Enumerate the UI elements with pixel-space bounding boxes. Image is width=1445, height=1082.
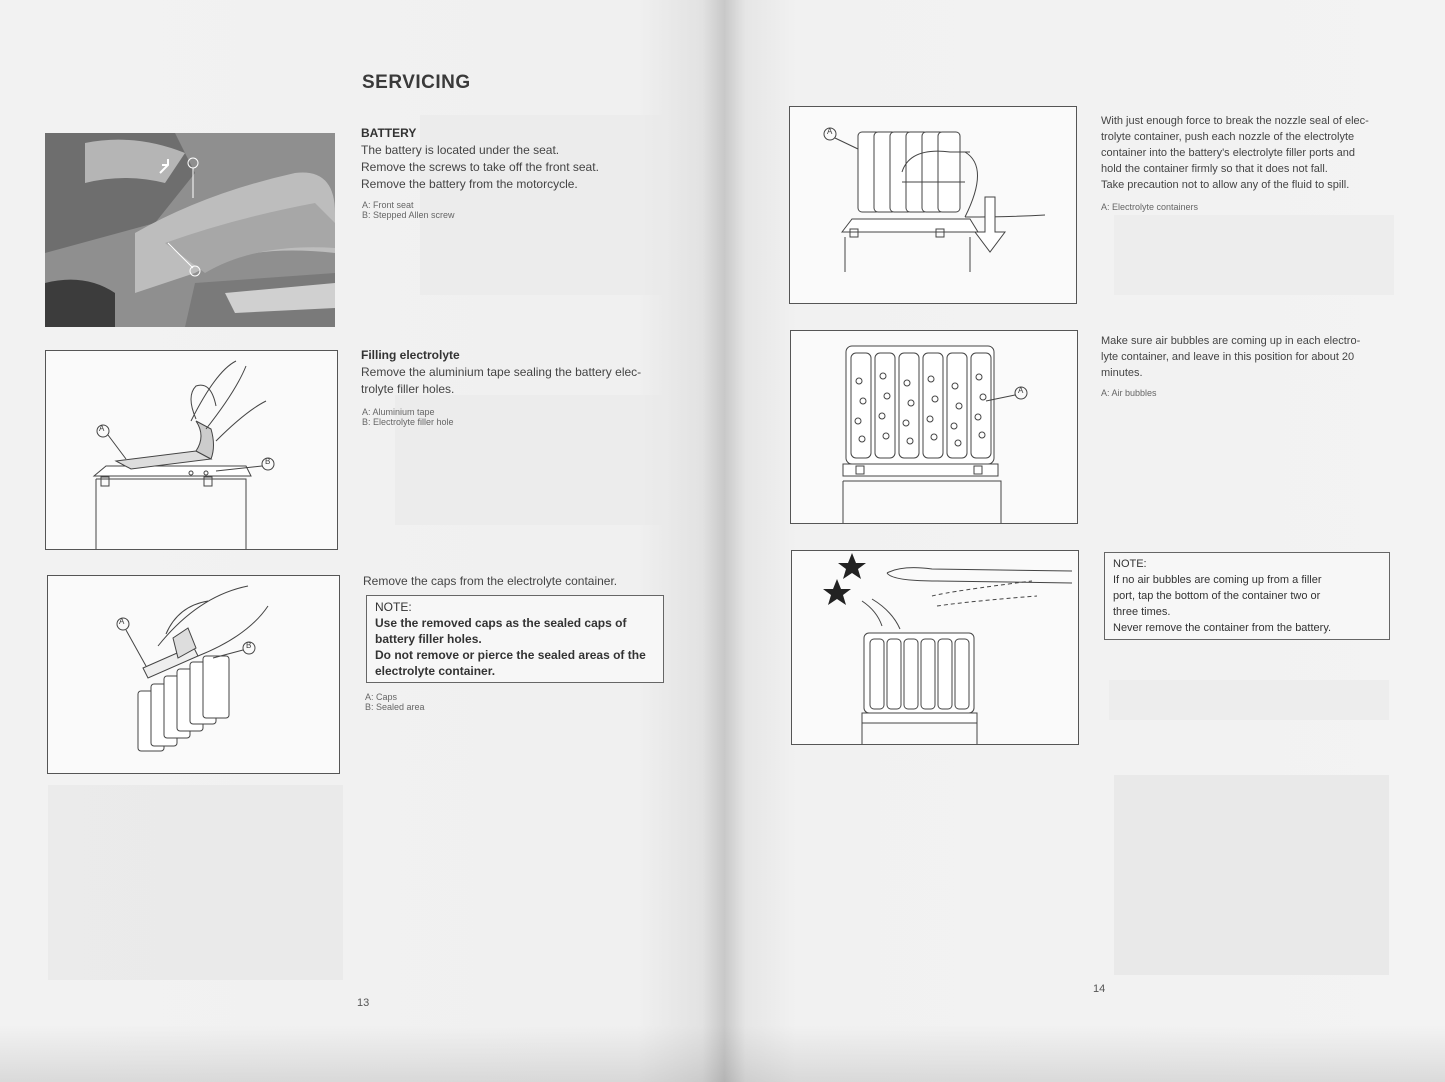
body-line: minutes.	[1101, 367, 1143, 379]
battery-heading: BATTERY	[361, 126, 417, 140]
bubbles-captions	[1101, 388, 1157, 398]
show-through-image	[1114, 215, 1394, 295]
body-line: container into the battery's electrolyte filler ports and	[1101, 147, 1356, 159]
page-number: 14	[1093, 983, 1106, 995]
push-section	[1101, 113, 1369, 193]
body-line: The battery is located under the seat.	[361, 143, 560, 157]
note-line: electrolyte container.	[375, 664, 496, 678]
show-through-image	[1109, 680, 1389, 720]
body-line: trolyte filler holes.	[361, 382, 455, 396]
aluminium-tape-figure	[45, 350, 338, 550]
note-line: Use the removed caps as the sealed caps of	[375, 616, 627, 630]
push-containers-figure	[789, 106, 1077, 304]
body-line: Make sure air bubbles are coming up in each electro-	[1101, 335, 1361, 347]
body-line: lyte container, and leave in this position for about 20	[1101, 351, 1355, 363]
caps-captions	[365, 692, 425, 712]
body-line: With just enough force to break the nozzle seal of elec-	[1101, 115, 1369, 127]
remove-caps-figure	[47, 575, 340, 774]
push-captions	[1101, 202, 1198, 212]
callout-b: B	[246, 641, 252, 650]
note-line: three times.	[1113, 606, 1171, 618]
callout-a: A	[1018, 386, 1024, 395]
note-label: NOTE:	[375, 600, 412, 614]
air-bubbles-figure	[790, 330, 1078, 524]
note-label: NOTE:	[1113, 558, 1147, 570]
page-title: SERVICING	[362, 72, 471, 93]
body-line: Take precaution not to allow any of the fluid to spill.	[1101, 179, 1350, 191]
bottom-shadow	[0, 1025, 1445, 1082]
caption: B: Stepped Allen screw	[362, 210, 455, 220]
tap-note-box	[1104, 552, 1390, 640]
caption: A: Electrolyte containers	[1101, 202, 1199, 212]
note-line: Never remove the container from the battery.	[1113, 622, 1332, 634]
caption: A: Air bubbles	[1101, 388, 1157, 398]
page-number: 13	[357, 997, 370, 1009]
caption: A: Front seat	[362, 200, 414, 210]
caption: B: Electrolyte filler hole	[362, 417, 454, 427]
filling-heading: Filling electrolyte	[361, 348, 460, 362]
callout-b: B	[265, 457, 271, 466]
note-line: port, tap the bottom of the container two or	[1113, 590, 1321, 602]
caption: A: Aluminium tape	[362, 407, 435, 417]
callout-a: A	[99, 424, 105, 433]
body-line: hold the container firmly so that it does not fall.	[1101, 163, 1328, 175]
caps-note-box	[366, 595, 664, 683]
motorcycle-seat-photo	[45, 133, 335, 327]
note-line: If no air bubbles are coming up from a filler	[1113, 574, 1322, 586]
right-page	[724, 0, 1445, 1082]
caps-text: Remove the caps from the electrolyte container.	[363, 574, 618, 588]
filling-section	[361, 347, 641, 398]
body-line: Remove the battery from the motorcycle.	[361, 177, 578, 191]
caption: A: Caps	[365, 692, 398, 702]
note-line: battery filler holes.	[375, 632, 482, 646]
callout-a: A	[827, 127, 833, 136]
filling-captions	[362, 407, 454, 427]
callout-a: A	[119, 617, 125, 626]
body-line: Remove the aluminium tape sealing the battery elec-	[361, 365, 642, 379]
caption: B: Sealed area	[365, 702, 425, 712]
note-line: Do not remove or pierce the sealed areas of the	[375, 648, 646, 662]
battery-section	[361, 125, 599, 193]
body-line: Remove the screws to take off the front seat.	[361, 160, 599, 174]
battery-captions	[362, 200, 455, 220]
show-through-image	[1114, 775, 1389, 975]
bubbles-section	[1101, 333, 1360, 381]
tap-container-figure	[791, 550, 1079, 745]
show-through-image	[48, 785, 343, 980]
body-line: trolyte container, push each nozzle of the electrolyte	[1101, 131, 1355, 143]
